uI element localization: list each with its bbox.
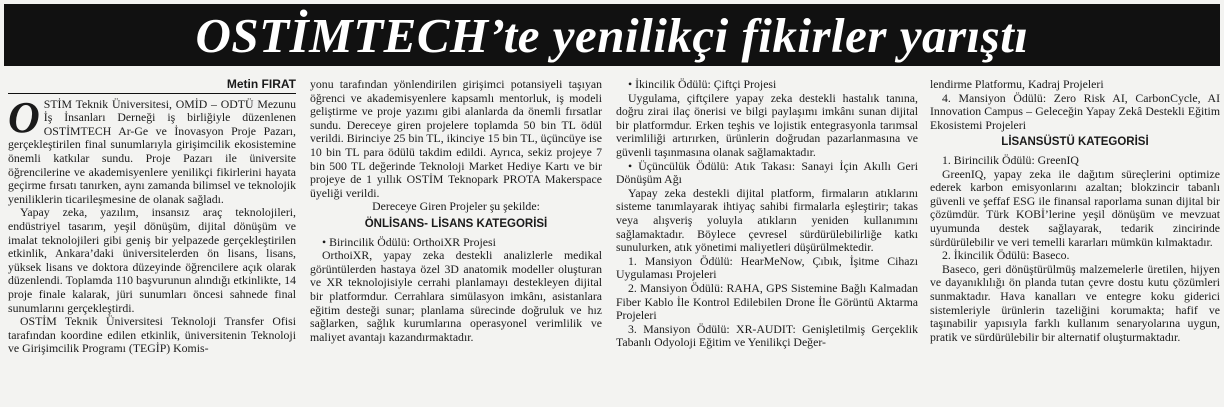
paragraph: Dereceye Giren Projeler şu şekilde: bbox=[372, 199, 540, 214]
category-heading: ÖNLİSANS- LİSANS KATEGORİSİ bbox=[364, 217, 548, 230]
paragraph: OSTİM Teknik Üniversitesi Teknoloji Transfer Ofisi tarafından koordine edilen etkinlik, üniversitenin Teknoloji ve Girişimcilik Programı (TEGİP) Komis- bbox=[8, 314, 296, 356]
category-heading: LİSANSÜSTÜ KATEGORİSİ bbox=[1001, 136, 1149, 149]
award-item: • İkincilik Ödülü: Çiftçi Projesi bbox=[628, 77, 777, 91]
award-item: 3. Mansiyon Ödülü: XR-AUDIT: Genişletilmiş Gerçeklik Tabanlı Odyoloji Eğitim ve Yenilikçi Değer- bbox=[616, 321, 918, 350]
award-item: 2. İkincilik Ödülü: Baseco. bbox=[942, 248, 1070, 263]
paragraph: Yapay zeka destekli dijital platform, firmaların atıklarını sisteme tanımlayarak ihtiyaç sahibi firmalarla eşleştirir; takas veya alışveriş yoluyla atıkların yeniden kullanımını sağlamaktadır. Böylece çevresel sürdürülebilirliğe katkı sunulurken, atık yönetimi maliyetleri düşürülmektedir. bbox=[616, 185, 918, 255]
award-item: 1. Mansiyon Ödülü: HearMeNow, Çıbık, İşitme Cihazı Uygulaması Projeleri bbox=[616, 253, 918, 282]
paragraph: yonu tarafından yönlendirilen girişimci potansiyeli taşıyan öğrenci ve akademisyenlere kapsamlı mentorluk, iş modeli geliştirme ve proje yazımı gibi alanlarda da önemli fırsatlar sundu. Dereceye giren projelere toplamda 50 bin TL ödül verildi. Birinciye 25 bin TL, ikinciye 15 bin TL, üçüncüye ise 10 bin TL para ödülü takdim edildi. Ayrıca, sekiz projeye 7 bin 500 TL değerinde Teknoloji Market Hediye Kartı ve bir projeye de 1 yıllık OSTİM Teknopark PROTA Makerspace üyeliği verildi. bbox=[310, 77, 602, 200]
paragraph: lendirme Platformu, Kadraj Projeleri bbox=[930, 77, 1104, 91]
award-item: • Birincilik Ödülü: OrthoiXR Projesi bbox=[322, 234, 496, 249]
headline-banner bbox=[4, 4, 1220, 66]
award-item: 4. Mansiyon Ödülü: Zero Risk AI, CarbonCycle, AI Innovation Campus – Geleceğin Yapay Zekâ Destekli Eğitim Ekosistemi Projeleri bbox=[930, 90, 1220, 132]
paragraph: Baseco, geri dönüştürülmüş malzemelerle üretilen, hijyen ve dayanıklılığı ön planda tutan çevre dostu kutu çözümleri sunmaktadır. Hava kanalları ve entegre koku giderici sistemleriyle ürünlerin tazeliğini korumakta; hafif ve taşınabilir yapısıyla farklı kullanım senaryolarına uygun, pratik ve sürdürülebilir bir alternatif oluşturmaktadır. bbox=[930, 261, 1220, 344]
award-item: 1. Birincilik Ödülü: GreenIQ bbox=[942, 152, 1079, 167]
paragraph: OSTİM Teknik Üniversitesi, OMİD – ODTÜ Mezunu İş İnsanları Derneği iş birliğiyle düzenlenen OSTİMTECH Ar-Ge ve İnovasyon Proje Pazarı, gerçekleştirilen final sunumlarıyla girişimcilik ekosistemine önemli katkılar sundu. Proje Pazarı ile üniversite öğrencilerine ve akademisyenlere yenilikçi fikirlerini hayata geçirme fırsatı tanırken, aynı zamanda bilimsel ve teknolojik yeniliklerin ticarileşmesine de olanak sağladı. bbox=[8, 92, 296, 206]
headline: OSTİMTECH’te yenilikçi fikirler yarıştı bbox=[195, 7, 1029, 63]
author-byline: Metin FIRAT bbox=[8, 78, 296, 94]
paragraph: Yapay zeka, yazılım, insansız araç teknolojileri, endüstriyel tasarım, yeşil dönüşüm, dijital dönüşüm ve imalat teknolojileri gibi geniş bir yelpazede gerçekleştirilen etkinlik, Ankara’daki üniversitelerden ön lisans, lisans, yüksek lisans ve doktora düzeyinde öğrencilere açık olarak düzenlendi. Toplamda 110 başvurunun alındığı etkinlikte, 14 proje finale kalarak, jüri sunumları öncesi sahnede final sunumlarını gerçekleştirdi. bbox=[8, 205, 296, 315]
column-2 bbox=[310, 78, 602, 344]
column-4 bbox=[930, 78, 1220, 344]
paragraph: GreenIQ, yapay zeka ile dağıtım süreçlerini optimize ederek karbon emisyonlarını azaltan; blokzincir tabanlı güvenli ve şeffaf ESG ile finansal raporlama sunan dijital bir çözümdür. Türk KOBİ’lerine yeşil dönüşüm ve mevzuat uyumunda destek sağlayarak, tedarik zincirinde sürdürülebilir ve veri temelli kararları mümkün kılmaktadır. bbox=[930, 166, 1220, 249]
column-3 bbox=[616, 78, 918, 350]
award-item: • Üçüncülük Ödülü: Atık Takası: Sanayi İçin Akıllı Geri Dönüşüm Ağı bbox=[616, 158, 918, 187]
paragraph: OrthoiXR, yapay zeka destekli analizlerle medikal görüntülerden hastaya özel 3D anatomik modeller oluşturan ve XR teknolojisiyle cerrahi planlamayı destekleyen dijital bir platformdur. Cerrahlara simülasyon imkânı, asistanlara eğitim desteği sunar; planlama sürecinde doğruluk ve hız sağlarken, sağlık kurumlarına operasyonel verimlilik ve maliyet avantajı kazandırmaktadır. bbox=[310, 248, 602, 344]
paragraph: Uygulama, çiftçilere yapay zeka destekli hastalık tanına, doğru zirai ilaç önerisi ve bilgi paylaşımı imkânı sunan dijital bir platformdur. Erken teşhis ve lojistik entegrasyonla tarımsal verimliliği artırırken, ürünlerin doğrudan pazarlanmasına ve güvenli taşınmasına olanak sağlamaktadır. bbox=[616, 90, 918, 159]
drop-cap: O bbox=[8, 92, 40, 142]
column-1 bbox=[8, 78, 296, 356]
award-item: 2. Mansiyon Ödülü: RAHA, GPS Sistemine Bağlı Kalmadan Fiber Kablo İle Kontrol Edilebilen Drone İle Görüntü Aktarma Projeleri bbox=[616, 280, 918, 323]
